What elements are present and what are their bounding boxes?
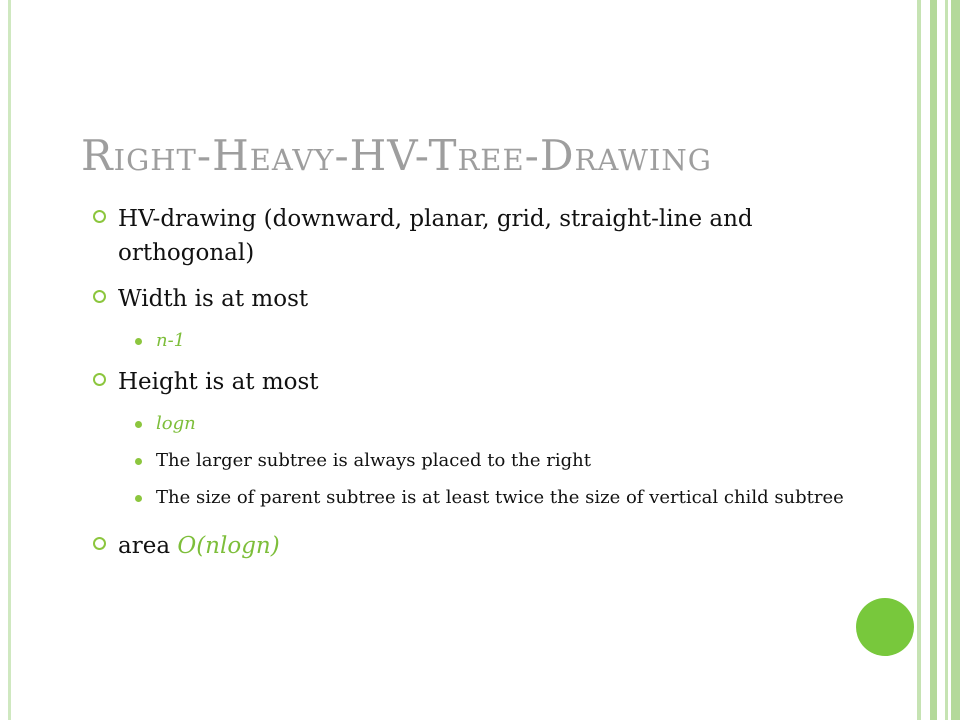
bullet-dot-icon — [135, 338, 142, 345]
green-circle-decoration — [856, 598, 914, 656]
bullet-dot-icon — [135, 495, 142, 502]
bullet-ring-icon — [93, 537, 106, 550]
bullet-ring-icon — [93, 210, 106, 223]
bullet-ring-icon — [93, 373, 106, 386]
sub-bullet-text: The size of parent subtree is at least twice the size of vertical child subtree — [156, 487, 844, 508]
bullet-list — [93, 202, 893, 575]
slide-title: Right-Heavy-HV-Tree-Drawing — [81, 131, 712, 180]
sub-bullet-n-1 — [93, 328, 893, 354]
bullet-text: Width is at most — [118, 286, 309, 312]
sub-bullet-logn — [93, 411, 893, 437]
bullet-ring-icon — [93, 290, 106, 303]
stripe — [917, 0, 921, 720]
sub-bullet-parent-size — [93, 485, 893, 511]
stripe — [945, 0, 948, 720]
bullet-text: Height is at most — [118, 369, 319, 395]
bullet-text: HV-drawing (downward, planar, grid, straight-line and orthogonal) — [118, 206, 753, 266]
right-border-stripes — [917, 0, 960, 720]
left-border-stripe — [8, 0, 11, 720]
area-complexity: O(nlogn) — [177, 533, 280, 559]
bullet-area — [93, 529, 893, 563]
bullet-text: area — [118, 533, 178, 559]
sub-bullet-text: logn — [156, 413, 196, 434]
bullet-height — [93, 365, 893, 399]
stripe — [930, 0, 937, 720]
sub-bullet-larger-subtree — [93, 448, 893, 474]
sub-bullet-text: n-1 — [156, 330, 186, 351]
sub-bullet-text: The larger subtree is always placed to the right — [156, 450, 591, 471]
bullet-hv-drawing — [93, 202, 893, 270]
bullet-width — [93, 282, 893, 316]
bullet-dot-icon — [135, 421, 142, 428]
stripe — [951, 0, 960, 720]
bullet-dot-icon — [135, 458, 142, 465]
